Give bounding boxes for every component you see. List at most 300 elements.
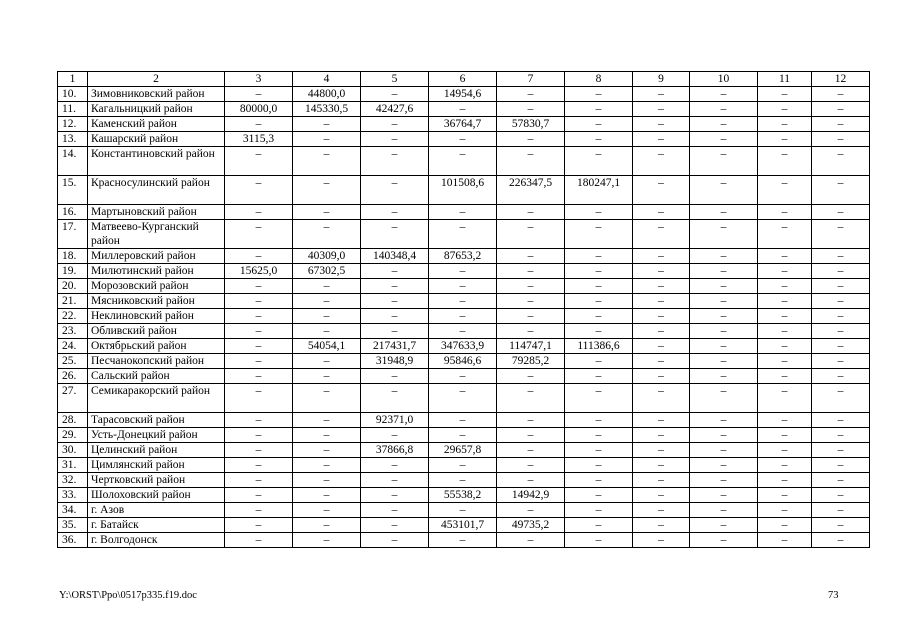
column-number-cell: 3 xyxy=(225,72,293,87)
value-cell: – xyxy=(565,488,633,503)
district-name-cell: Тарасовский район xyxy=(88,413,225,428)
value-cell: – xyxy=(293,458,361,473)
table-row xyxy=(58,488,870,503)
district-name-cell: Миллеровский район xyxy=(88,249,225,264)
value-cell: – xyxy=(633,324,690,339)
value-cell: – xyxy=(361,176,429,205)
document-file-path: Y:\ORST\Ppo\0517p335.f19.doc xyxy=(59,590,197,601)
value-cell: – xyxy=(565,533,633,548)
district-name-cell: Песчанокопский район xyxy=(88,354,225,369)
value-cell: 55538,2 xyxy=(429,488,497,503)
value-cell: – xyxy=(758,279,812,294)
row-number-cell: 24. xyxy=(58,339,88,354)
value-cell: – xyxy=(497,503,565,518)
value-cell: – xyxy=(361,428,429,443)
row-number-cell: 21. xyxy=(58,294,88,309)
value-cell: – xyxy=(812,473,870,488)
value-cell: – xyxy=(690,279,758,294)
district-name-cell: Семикаракорский район xyxy=(88,384,225,413)
value-cell: – xyxy=(690,205,758,220)
value-cell: – xyxy=(633,503,690,518)
value-cell: – xyxy=(225,458,293,473)
value-cell: – xyxy=(497,205,565,220)
district-name-cell: Сальский район xyxy=(88,369,225,384)
value-cell: – xyxy=(690,249,758,264)
column-number-cell: 8 xyxy=(565,72,633,87)
table-row xyxy=(58,205,870,220)
table-row xyxy=(58,176,870,205)
value-cell: – xyxy=(497,369,565,384)
value-cell: 67302,5 xyxy=(293,264,361,279)
column-number-cell: 10 xyxy=(690,72,758,87)
value-cell: – xyxy=(497,220,565,249)
value-cell: – xyxy=(225,413,293,428)
value-cell: – xyxy=(690,428,758,443)
value-cell: – xyxy=(633,518,690,533)
value-cell: – xyxy=(565,413,633,428)
value-cell: – xyxy=(690,458,758,473)
value-cell: – xyxy=(758,518,812,533)
value-cell: – xyxy=(225,147,293,176)
value-cell: – xyxy=(812,102,870,117)
district-name-cell: Константиновский район xyxy=(88,147,225,176)
value-cell: 145330,5 xyxy=(293,102,361,117)
value-cell: – xyxy=(429,264,497,279)
value-cell: – xyxy=(758,503,812,518)
value-cell: 57830,7 xyxy=(497,117,565,132)
value-cell: – xyxy=(429,294,497,309)
value-cell: – xyxy=(690,384,758,413)
table-row xyxy=(58,220,870,249)
value-cell: – xyxy=(429,503,497,518)
value-cell: – xyxy=(690,488,758,503)
value-cell: – xyxy=(633,220,690,249)
value-cell: – xyxy=(690,117,758,132)
value-cell: – xyxy=(633,354,690,369)
district-name-cell: Красносулинский район xyxy=(88,176,225,205)
value-cell: 453101,7 xyxy=(429,518,497,533)
row-number-cell: 27. xyxy=(58,384,88,413)
district-name-cell: Мартыновский район xyxy=(88,205,225,220)
row-number-cell: 10. xyxy=(58,87,88,102)
value-cell: – xyxy=(429,309,497,324)
value-cell: – xyxy=(690,309,758,324)
value-cell: – xyxy=(225,518,293,533)
value-cell: 37866,8 xyxy=(361,443,429,458)
value-cell: – xyxy=(429,533,497,548)
header-row xyxy=(58,72,870,87)
value-cell: – xyxy=(293,518,361,533)
value-cell: – xyxy=(225,369,293,384)
value-cell: – xyxy=(565,249,633,264)
value-cell: – xyxy=(565,324,633,339)
value-cell: 15625,0 xyxy=(225,264,293,279)
value-cell: – xyxy=(361,117,429,132)
value-cell: – xyxy=(497,324,565,339)
value-cell: – xyxy=(812,176,870,205)
value-cell: – xyxy=(429,428,497,443)
value-cell: – xyxy=(758,443,812,458)
table-row xyxy=(58,384,870,413)
value-cell: – xyxy=(225,220,293,249)
row-number-cell: 17. xyxy=(58,220,88,249)
value-cell: – xyxy=(361,369,429,384)
value-cell: 40309,0 xyxy=(293,249,361,264)
value-cell: 92371,0 xyxy=(361,413,429,428)
table-row xyxy=(58,249,870,264)
value-cell: – xyxy=(758,249,812,264)
table-row xyxy=(58,147,870,176)
value-cell: – xyxy=(429,102,497,117)
table-row xyxy=(58,518,870,533)
value-cell: – xyxy=(497,473,565,488)
value-cell: – xyxy=(497,428,565,443)
value-cell: – xyxy=(497,264,565,279)
value-cell: – xyxy=(225,428,293,443)
value-cell: – xyxy=(565,205,633,220)
value-cell: – xyxy=(633,132,690,147)
value-cell: – xyxy=(565,458,633,473)
value-cell: – xyxy=(812,87,870,102)
value-cell: – xyxy=(758,147,812,176)
value-cell: – xyxy=(293,443,361,458)
value-cell: – xyxy=(812,443,870,458)
value-cell: – xyxy=(565,87,633,102)
value-cell: – xyxy=(758,117,812,132)
column-number-cell: 6 xyxy=(429,72,497,87)
value-cell: – xyxy=(690,220,758,249)
row-number-cell: 25. xyxy=(58,354,88,369)
value-cell: – xyxy=(565,473,633,488)
row-number-cell: 22. xyxy=(58,309,88,324)
table-row xyxy=(58,117,870,132)
value-cell: – xyxy=(497,413,565,428)
table-row xyxy=(58,413,870,428)
value-cell: – xyxy=(497,533,565,548)
district-name-cell: Неклиновский район xyxy=(88,309,225,324)
value-cell: – xyxy=(225,294,293,309)
district-name-cell: Зимовниковский район xyxy=(88,87,225,102)
value-cell: – xyxy=(633,458,690,473)
value-cell: – xyxy=(293,413,361,428)
value-cell: – xyxy=(758,102,812,117)
value-cell: 226347,5 xyxy=(497,176,565,205)
value-cell: – xyxy=(429,458,497,473)
value-cell: – xyxy=(293,294,361,309)
value-cell: – xyxy=(633,147,690,176)
value-cell: – xyxy=(497,294,565,309)
value-cell: – xyxy=(361,205,429,220)
value-cell: 95846,6 xyxy=(429,354,497,369)
value-cell: – xyxy=(293,176,361,205)
district-name-cell: Целинский район xyxy=(88,443,225,458)
value-cell: – xyxy=(565,443,633,458)
value-cell: – xyxy=(812,413,870,428)
value-cell: – xyxy=(225,443,293,458)
value-cell: – xyxy=(225,324,293,339)
column-number-cell: 9 xyxy=(633,72,690,87)
row-number-cell: 32. xyxy=(58,473,88,488)
value-cell: – xyxy=(812,279,870,294)
value-cell: – xyxy=(361,294,429,309)
district-name-cell: Октябрьский район xyxy=(88,339,225,354)
value-cell: – xyxy=(690,102,758,117)
value-cell: – xyxy=(361,384,429,413)
value-cell: – xyxy=(633,102,690,117)
value-cell: – xyxy=(225,309,293,324)
district-name-cell: Матвеево-Курганский район xyxy=(88,220,225,249)
value-cell: – xyxy=(633,339,690,354)
value-cell: – xyxy=(758,354,812,369)
value-cell: – xyxy=(633,87,690,102)
value-cell: – xyxy=(361,533,429,548)
value-cell: – xyxy=(690,176,758,205)
value-cell: – xyxy=(225,87,293,102)
value-cell: – xyxy=(361,220,429,249)
value-cell: – xyxy=(633,294,690,309)
value-cell: – xyxy=(225,117,293,132)
value-cell: – xyxy=(812,458,870,473)
row-number-cell: 14. xyxy=(58,147,88,176)
table-row xyxy=(58,264,870,279)
value-cell: – xyxy=(429,324,497,339)
value-cell: – xyxy=(429,413,497,428)
value-cell: – xyxy=(565,264,633,279)
value-cell: – xyxy=(361,147,429,176)
value-cell: – xyxy=(690,369,758,384)
value-cell: – xyxy=(812,369,870,384)
column-number-cell: 1 xyxy=(58,72,88,87)
value-cell: – xyxy=(633,117,690,132)
value-cell: 87653,2 xyxy=(429,249,497,264)
value-cell: – xyxy=(565,147,633,176)
value-cell: – xyxy=(565,279,633,294)
row-number-cell: 35. xyxy=(58,518,88,533)
value-cell: – xyxy=(293,428,361,443)
value-cell: 36764,7 xyxy=(429,117,497,132)
value-cell: – xyxy=(293,147,361,176)
value-cell: – xyxy=(293,132,361,147)
value-cell: 180247,1 xyxy=(565,176,633,205)
value-cell: – xyxy=(429,132,497,147)
value-cell: – xyxy=(812,428,870,443)
value-cell: – xyxy=(565,503,633,518)
value-cell: – xyxy=(690,518,758,533)
value-cell: – xyxy=(758,309,812,324)
value-cell: – xyxy=(812,249,870,264)
row-number-cell: 29. xyxy=(58,428,88,443)
value-cell: – xyxy=(293,220,361,249)
column-number-cell: 5 xyxy=(361,72,429,87)
value-cell: – xyxy=(293,324,361,339)
column-number-cell: 11 xyxy=(758,72,812,87)
row-number-cell: 18. xyxy=(58,249,88,264)
value-cell: – xyxy=(758,473,812,488)
district-name-cell: Обливский район xyxy=(88,324,225,339)
value-cell: – xyxy=(812,324,870,339)
value-cell: – xyxy=(497,249,565,264)
value-cell: – xyxy=(429,279,497,294)
table-row xyxy=(58,87,870,102)
value-cell: – xyxy=(633,264,690,279)
value-cell: – xyxy=(293,205,361,220)
value-cell: – xyxy=(690,294,758,309)
value-cell: – xyxy=(633,176,690,205)
value-cell: – xyxy=(429,473,497,488)
value-cell: – xyxy=(690,339,758,354)
value-cell: – xyxy=(812,518,870,533)
value-cell: – xyxy=(497,87,565,102)
value-cell: – xyxy=(361,264,429,279)
value-cell: – xyxy=(690,473,758,488)
value-cell: 14942,9 xyxy=(497,488,565,503)
value-cell: – xyxy=(633,309,690,324)
value-cell: – xyxy=(758,458,812,473)
value-cell: – xyxy=(633,533,690,548)
value-cell: 114747,1 xyxy=(497,339,565,354)
value-cell: – xyxy=(812,533,870,548)
value-cell: – xyxy=(293,533,361,548)
value-cell: – xyxy=(758,294,812,309)
table-row xyxy=(58,132,870,147)
value-cell: – xyxy=(429,384,497,413)
column-number-cell: 4 xyxy=(293,72,361,87)
value-cell: – xyxy=(565,294,633,309)
value-cell: – xyxy=(690,132,758,147)
value-cell: – xyxy=(225,488,293,503)
value-cell: – xyxy=(225,339,293,354)
value-cell: – xyxy=(690,324,758,339)
table-row xyxy=(58,279,870,294)
value-cell: – xyxy=(758,384,812,413)
row-number-cell: 28. xyxy=(58,413,88,428)
value-cell: – xyxy=(758,205,812,220)
district-name-cell: г. Батайск xyxy=(88,518,225,533)
value-cell: – xyxy=(633,384,690,413)
value-cell: 44800,0 xyxy=(293,87,361,102)
value-cell: – xyxy=(633,249,690,264)
value-cell: – xyxy=(565,428,633,443)
value-cell: – xyxy=(633,428,690,443)
table-row xyxy=(58,369,870,384)
value-cell: – xyxy=(812,132,870,147)
value-cell: – xyxy=(758,324,812,339)
row-number-cell: 34. xyxy=(58,503,88,518)
value-cell: – xyxy=(361,279,429,294)
value-cell: – xyxy=(225,384,293,413)
value-cell: – xyxy=(293,117,361,132)
value-cell: – xyxy=(758,413,812,428)
value-cell: – xyxy=(690,147,758,176)
value-cell: – xyxy=(812,354,870,369)
row-number-cell: 36. xyxy=(58,533,88,548)
value-cell: – xyxy=(225,205,293,220)
value-cell: – xyxy=(758,220,812,249)
row-number-cell: 11. xyxy=(58,102,88,117)
value-cell: – xyxy=(758,339,812,354)
value-cell: – xyxy=(497,458,565,473)
value-cell: – xyxy=(633,443,690,458)
value-cell: 29657,8 xyxy=(429,443,497,458)
value-cell: – xyxy=(293,488,361,503)
value-cell: – xyxy=(361,488,429,503)
value-cell: – xyxy=(361,518,429,533)
district-name-cell: г. Волгодонск xyxy=(88,533,225,548)
row-number-cell: 13. xyxy=(58,132,88,147)
row-number-cell: 30. xyxy=(58,443,88,458)
value-cell: 111386,6 xyxy=(565,339,633,354)
value-cell: – xyxy=(497,147,565,176)
table-row xyxy=(58,309,870,324)
value-cell: – xyxy=(429,220,497,249)
value-cell: – xyxy=(812,503,870,518)
value-cell: – xyxy=(565,384,633,413)
value-cell: – xyxy=(690,413,758,428)
district-name-cell: Морозовский район xyxy=(88,279,225,294)
value-cell: – xyxy=(690,264,758,279)
district-name-cell: г. Азов xyxy=(88,503,225,518)
value-cell: – xyxy=(293,354,361,369)
value-cell: – xyxy=(812,264,870,279)
value-cell: 101508,6 xyxy=(429,176,497,205)
table-row xyxy=(58,339,870,354)
value-cell: – xyxy=(812,205,870,220)
column-number-cell: 12 xyxy=(812,72,870,87)
district-name-cell: Шолоховский район xyxy=(88,488,225,503)
row-number-cell: 16. xyxy=(58,205,88,220)
value-cell: – xyxy=(812,309,870,324)
page-number: 73 xyxy=(828,590,839,601)
value-cell: – xyxy=(293,384,361,413)
value-cell: – xyxy=(497,102,565,117)
value-cell: 80000,0 xyxy=(225,102,293,117)
value-cell: – xyxy=(633,413,690,428)
value-cell: – xyxy=(812,294,870,309)
value-cell: – xyxy=(225,249,293,264)
value-cell: – xyxy=(633,279,690,294)
value-cell: – xyxy=(361,309,429,324)
value-cell: – xyxy=(633,488,690,503)
value-cell: – xyxy=(565,309,633,324)
value-cell: – xyxy=(633,473,690,488)
value-cell: – xyxy=(690,354,758,369)
value-cell: 49735,2 xyxy=(497,518,565,533)
value-cell: – xyxy=(497,443,565,458)
value-cell: – xyxy=(293,279,361,294)
table-row xyxy=(58,324,870,339)
value-cell: – xyxy=(293,309,361,324)
value-cell: – xyxy=(565,220,633,249)
value-cell: – xyxy=(812,220,870,249)
value-cell: – xyxy=(293,473,361,488)
value-cell: – xyxy=(633,369,690,384)
value-cell: – xyxy=(361,503,429,518)
value-cell: – xyxy=(565,132,633,147)
value-cell: – xyxy=(565,369,633,384)
value-cell: – xyxy=(361,324,429,339)
value-cell: 347633,9 xyxy=(429,339,497,354)
value-cell: – xyxy=(812,117,870,132)
table-row xyxy=(58,354,870,369)
district-name-cell: Кагальницкий район xyxy=(88,102,225,117)
value-cell: – xyxy=(758,533,812,548)
value-cell: – xyxy=(565,354,633,369)
table-row xyxy=(58,102,870,117)
value-cell: 140348,4 xyxy=(361,249,429,264)
value-cell: – xyxy=(758,428,812,443)
value-cell: – xyxy=(690,87,758,102)
district-name-cell: Чертковский район xyxy=(88,473,225,488)
